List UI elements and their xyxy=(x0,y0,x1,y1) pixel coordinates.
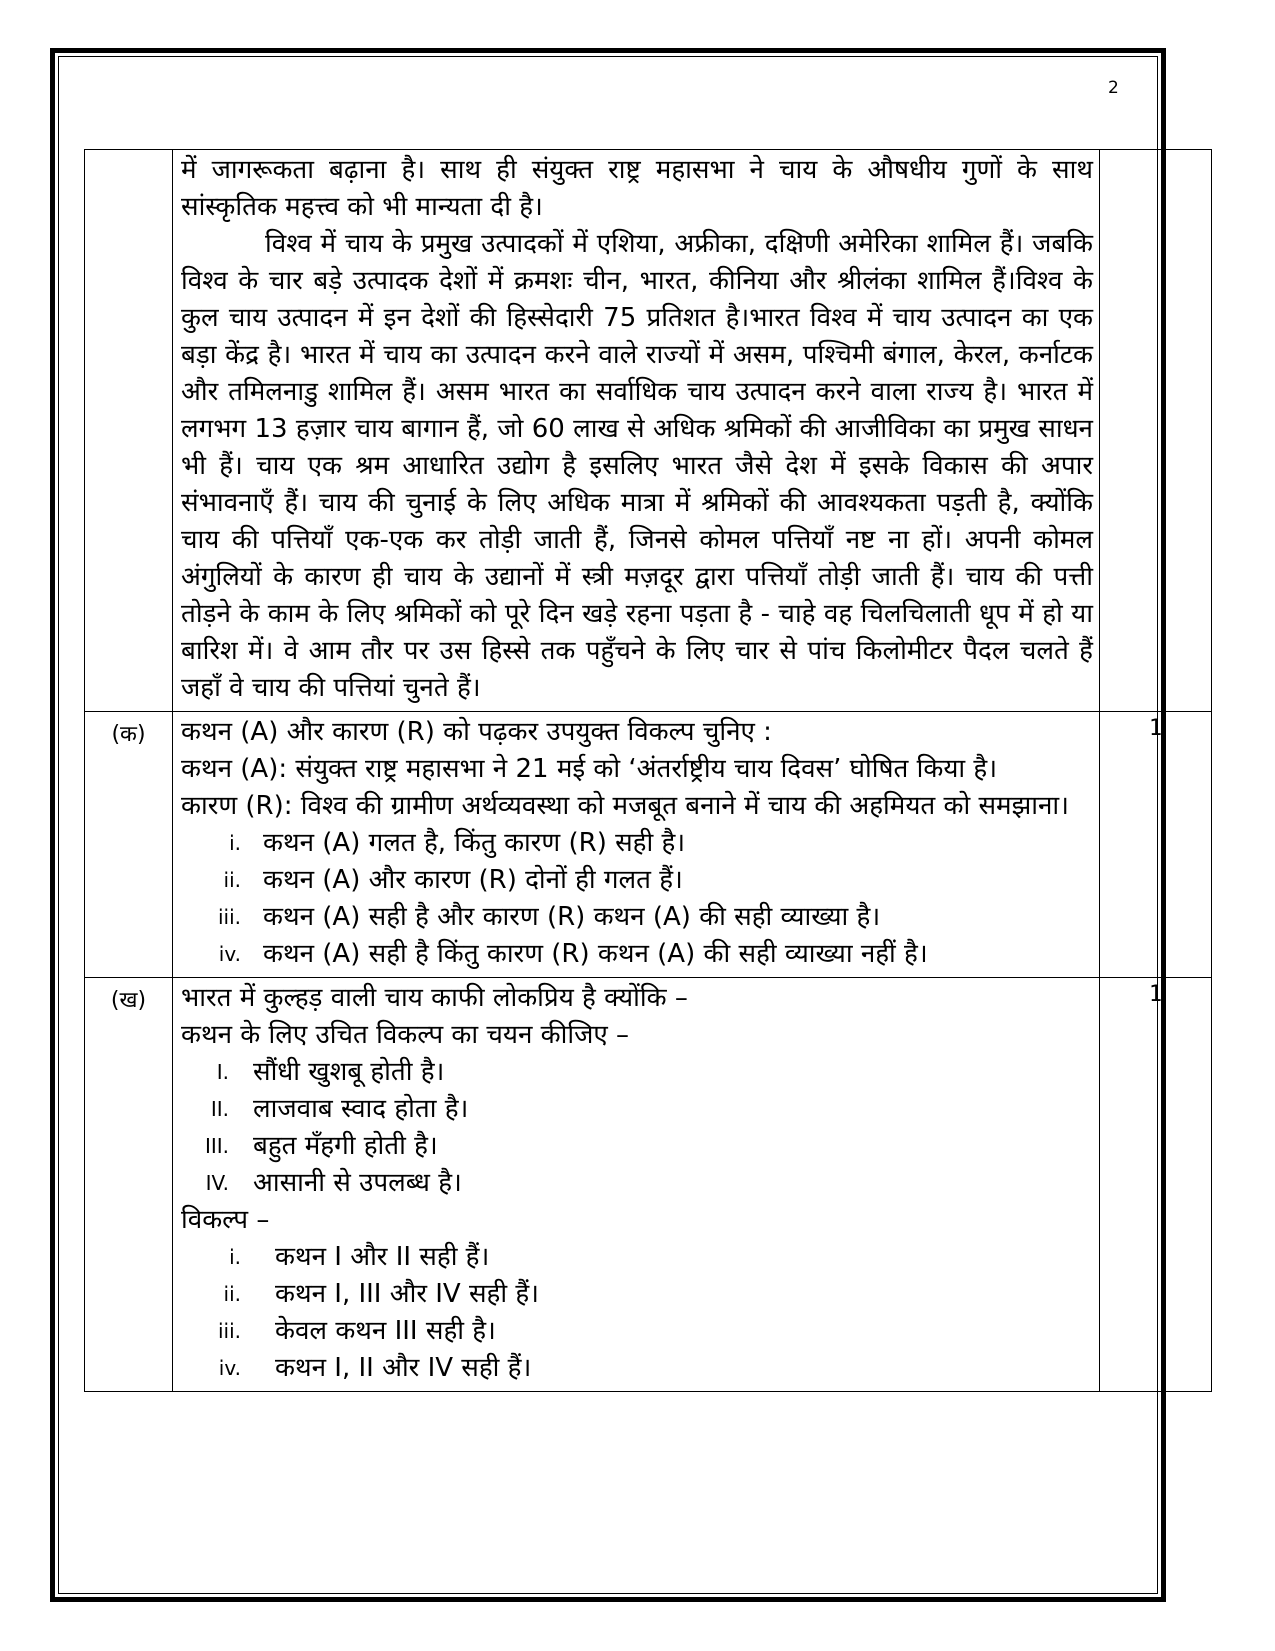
statement-item xyxy=(181,1165,1093,1202)
option-item xyxy=(181,1276,1093,1313)
reason-text: कारण (R): विश्व की ग्रामीण अर्थव्यवस्था को मजबूत बनाने में चाय की अहमियत को समझाना। xyxy=(181,791,1069,821)
option-text: कथन (A) सही है और कारण (R) कथन (A) की सही व्याख्या है। xyxy=(263,902,881,932)
option-text: कथन I, III और IV सही हैं। xyxy=(275,1279,539,1309)
option-number: i. xyxy=(229,831,241,855)
statement-text: लाजवाब स्वाद होता है। xyxy=(253,1094,469,1124)
question-marks: 1 xyxy=(1100,712,1212,978)
passage-cell xyxy=(173,150,1100,712)
option-text: कथन (A) और कारण (R) दोनों ही गलत हैं। xyxy=(263,865,683,895)
statement-item xyxy=(181,1091,1093,1128)
option-number: iii. xyxy=(217,905,241,929)
statement-text: सौंधी खुशबू होती है। xyxy=(253,1057,445,1087)
question-instruction: कथन (A) और कारण (R) को पढ़कर उपयुक्त विकल्प चुनिए : xyxy=(181,717,772,747)
question-table xyxy=(84,149,1212,1392)
question-stem: भारत में कुल्हड़ वाली चाय काफी लोकप्रिय है क्योंकि – xyxy=(181,983,688,1013)
passage-paragraph-2: विश्व में चाय के प्रमुख उत्पादकों में एशिया, अफ्रीका, दक्षिणी अमेरिका शामिल हैं। जबकि विश्व के चार बड़े उत्पादक देशों में क्रमशः चीन, भारत, कीनिया और श्रीलंका शामिल हैं।विश्व के कुल चाय उत्पादन में इन देशों की हिस्सेदारी 75 प्रतिशत है।भारत विश्व में चाय उत्पादन का एक बड़ा केंद्र है। भारत में चाय का उत्पादन करने वाले राज्यों में असम, पश्चिमी बंगाल, केरल, कर्नाटक और तमिलनाडु शामिल हैं। असम भारत का सर्वाधिक चाय उत्पादन करने वाला राज्य है। भारत में लगभग 13 हज़ार चाय बागान हैं, जो 60 लाख से अधिक श्रमिकों की आजीविका का प्रमुख साधन भी हैं। चाय एक श्रम आधारित उद्योग है इसलिए भारत जैसे देश में इसके विकास की अपार संभावनाएँ हैं। चाय की चुनाई के लिए अधिक मात्रा में श्रमिकों की आवश्यकता पड़ती है, क्योंकि चाय की पत्तियाँ एक-एक कर तोड़ी जाती हैं, जिनसे कोमल पत्तियाँ नष्ट ना हों। अपनी कोमल अंगुलियों के कारण ही चाय के उद्यानों में स्त्री मज़दूर द्वारा पत्तियाँ तोड़ी जाती हैं। चाय की पत्ती तोड़ने के काम के लिए श्रमिकों को पूरे दिन खड़े रहना पड़ता है - चाहे वह चिलचिलाती धूप में हो या बारिश में। वे आम तौर पर उस हिस्से तक पहुँचने के लिए चार से पांच किलोमीटर पैदल चलते हैं जहाँ वे चाय की पत्तियां चुनते हैं। xyxy=(181,229,1093,703)
option-number: ii. xyxy=(223,1282,241,1306)
statement-number: I. xyxy=(216,1060,229,1084)
statement-item xyxy=(181,1128,1093,1165)
question-marks: 1 xyxy=(1100,978,1212,1392)
question-instruction: कथन के लिए उचित विकल्प का चयन कीजिए – xyxy=(181,1020,630,1050)
question-body xyxy=(173,978,1100,1392)
option-item xyxy=(181,862,1093,899)
option-text: कथन I और II सही हैं। xyxy=(275,1242,490,1272)
question-body xyxy=(173,712,1100,978)
question-row-ka xyxy=(85,712,1212,978)
question-label: (क) xyxy=(85,712,173,978)
statement-number: II. xyxy=(210,1097,229,1121)
passage-row xyxy=(85,150,1212,712)
option-text: केवल कथन III सही है। xyxy=(275,1316,496,1346)
passage-paragraph-1: में जागरूकता बढ़ाना है। साथ ही संयुक्त राष्ट्र महासभा ने चाय के औषधीय गुणों के साथ सांस्कृतिक महत्त्व को भी मान्यता दी है। xyxy=(181,155,1093,222)
page-number: 2 xyxy=(1108,78,1119,98)
statement-number: III. xyxy=(204,1134,229,1158)
option-text: कथन I, II और IV सही हैं। xyxy=(275,1353,532,1383)
option-item xyxy=(181,1350,1093,1387)
options-heading: विकल्प – xyxy=(181,1205,270,1235)
passage-label-cell xyxy=(85,150,173,712)
statement-text: आसानी से उपलब्ध है। xyxy=(253,1168,462,1198)
option-item xyxy=(181,1239,1093,1276)
statement-number: IV. xyxy=(205,1171,229,1195)
question-row-kha xyxy=(85,978,1212,1392)
option-item xyxy=(181,899,1093,936)
option-item xyxy=(181,825,1093,862)
option-number: iv. xyxy=(218,1356,241,1380)
option-number: i. xyxy=(229,1245,241,1269)
option-text: कथन (A) गलत है, किंतु कारण (R) सही है। xyxy=(263,828,686,858)
statement-item xyxy=(181,1054,1093,1091)
option-number: iii. xyxy=(217,1319,241,1343)
option-text: कथन (A) सही है किंतु कारण (R) कथन (A) की सही व्याख्या नहीं है। xyxy=(263,939,928,969)
statement-text: बहुत मँहगी होती है। xyxy=(253,1131,438,1161)
option-number: iv. xyxy=(218,942,241,966)
question-label: (ख) xyxy=(85,978,173,1392)
passage-marks-cell xyxy=(1100,150,1212,712)
option-number: ii. xyxy=(223,868,241,892)
option-item xyxy=(181,936,1093,973)
option-item xyxy=(181,1313,1093,1350)
assertion-text: कथन (A): संयुक्त राष्ट्र महासभा ने 21 मई को ‘अंतर्राष्ट्रीय चाय दिवस’ घोषित किया है। xyxy=(181,754,998,784)
